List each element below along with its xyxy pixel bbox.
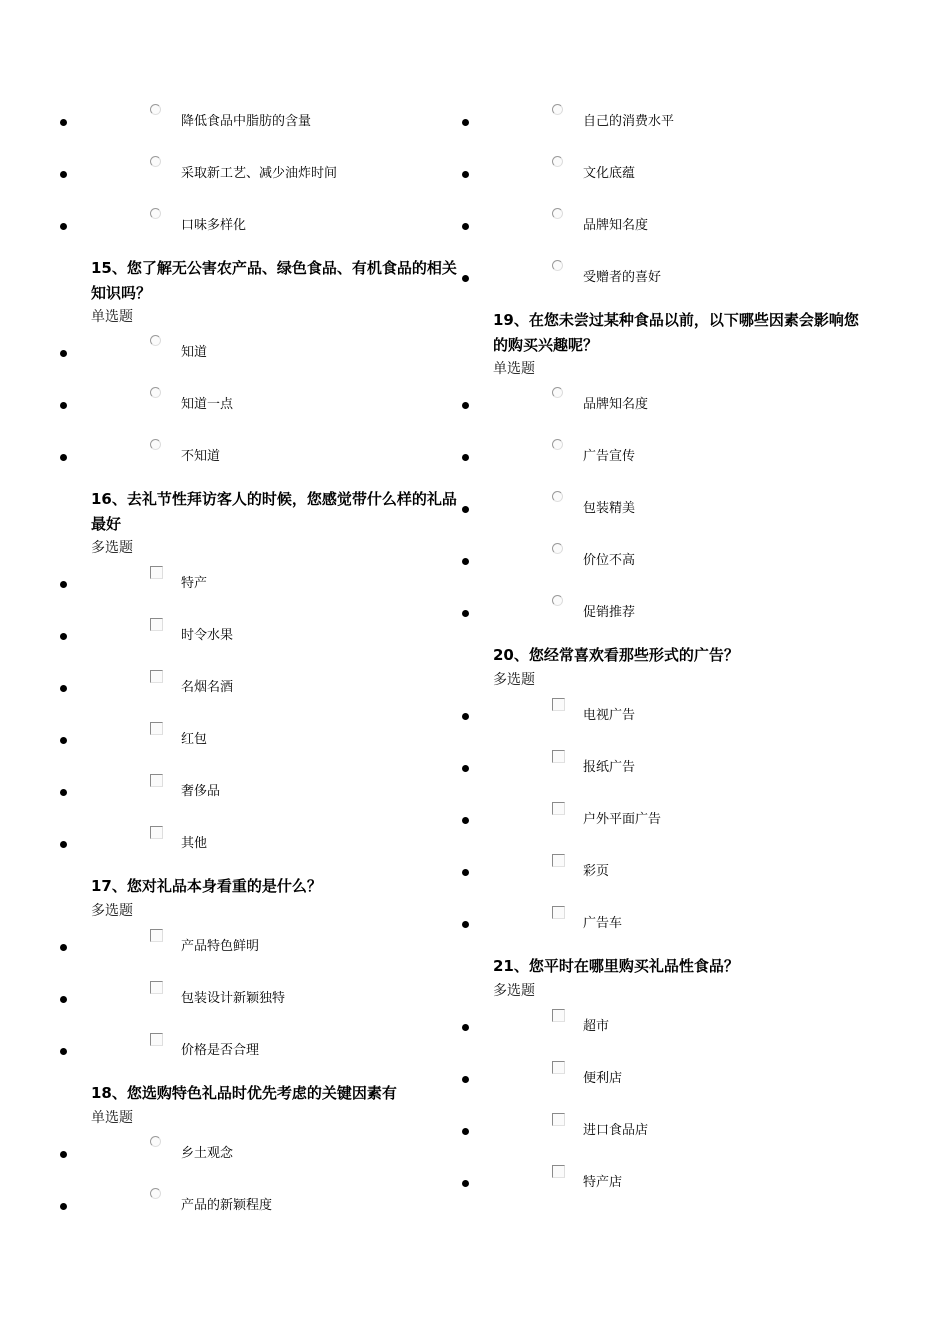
option-label: 红包: [181, 732, 208, 747]
option-label: 品牌知名度: [583, 397, 649, 412]
q19-option-1[interactable]: [462, 387, 862, 427]
option-label: 文化底蕴: [583, 166, 636, 181]
q19-option-4[interactable]: [462, 543, 862, 583]
option-label: 乡土观念: [181, 1146, 234, 1161]
option-label: 电视广告: [583, 708, 636, 723]
bullet-icon: [462, 558, 469, 565]
q20-option-4[interactable]: [462, 854, 862, 894]
option-label: 名烟名酒: [181, 680, 234, 695]
q20-title: 20、您经常喜欢看那些形式的广告？: [493, 646, 739, 664]
q18-option-3[interactable]: [462, 104, 862, 144]
option-label: 进口食品店: [583, 1123, 649, 1138]
q19-title: 19、在您未尝过某种食品以前，以下哪些因素会影响您的购买兴趣呢？: [493, 311, 859, 354]
bullet-icon: [60, 1048, 67, 1055]
radio-button[interactable]: [552, 543, 563, 554]
checkbox[interactable]: [552, 1009, 565, 1022]
q20-option-3[interactable]: [462, 802, 862, 842]
bullet-icon: [462, 765, 469, 772]
q19-option-5[interactable]: [462, 595, 862, 635]
option-label: 自己的消费水平: [583, 114, 675, 129]
q19-type: 单选题: [493, 361, 535, 377]
option-label: 受赠者的喜好: [583, 270, 662, 285]
bullet-icon: [462, 869, 469, 876]
q16-title: 16、去礼节性拜访客人的时候，您感觉带什么样的礼品最好: [91, 490, 457, 533]
bullet-icon: [462, 817, 469, 824]
radio-button[interactable]: [150, 156, 161, 167]
q17-option-3[interactable]: [60, 1033, 460, 1073]
bullet-icon: [462, 713, 469, 720]
bullet-icon: [60, 737, 67, 744]
bullet-icon: [60, 633, 67, 640]
bullet-icon: [60, 841, 67, 848]
bullet-icon: [60, 1203, 67, 1210]
q17-type: 多选题: [91, 903, 133, 919]
option-label: 特产店: [583, 1175, 623, 1190]
bullet-icon: [462, 506, 469, 513]
q18-type: 单选题: [91, 1110, 133, 1126]
q15-type: 单选题: [91, 309, 133, 325]
q15-option-3[interactable]: [60, 439, 460, 479]
checkbox[interactable]: [150, 929, 163, 942]
option-label: 广告车: [583, 916, 623, 931]
q18-option-5[interactable]: [462, 208, 862, 248]
option-label: 其他: [181, 836, 208, 851]
option-label: 不知道: [181, 449, 221, 464]
checkbox[interactable]: [552, 1113, 565, 1126]
bullet-icon: [462, 402, 469, 409]
option-label: 产品特色鲜明: [181, 939, 260, 954]
option-label: 包装设计新颖独特: [181, 991, 286, 1006]
q21-type: 多选题: [493, 983, 535, 999]
radio-button[interactable]: [552, 156, 563, 167]
bullet-icon: [60, 944, 67, 951]
q17-option-2[interactable]: [60, 981, 460, 1021]
bullet-icon: [462, 119, 469, 126]
bullet-icon: [60, 402, 67, 409]
checkbox[interactable]: [150, 722, 163, 735]
option-label: 户外平面广告: [583, 812, 662, 827]
q14-option-1[interactable]: [60, 104, 460, 144]
bullet-icon: [60, 1151, 67, 1158]
bullet-icon: [60, 350, 67, 357]
bullet-icon: [462, 610, 469, 617]
q21-option-2[interactable]: [462, 1061, 862, 1101]
radio-button[interactable]: [150, 1188, 161, 1199]
q14-option-2[interactable]: [60, 156, 460, 196]
option-label: 口味多样化: [181, 218, 247, 233]
option-label: 促销推荐: [583, 605, 636, 620]
bullet-icon: [60, 581, 67, 588]
option-label: 品牌知名度: [583, 218, 649, 233]
q14-option-3[interactable]: [60, 208, 460, 248]
radio-button[interactable]: [150, 1136, 161, 1147]
q16-option-3[interactable]: [60, 670, 460, 710]
q15-title: 15、您了解无公害农产品、绿色食品、有机食品的相关知识吗？: [91, 259, 457, 302]
q19-option-3[interactable]: [462, 491, 862, 531]
q20-option-1[interactable]: [462, 698, 862, 738]
q20-type: 多选题: [493, 672, 535, 688]
bullet-icon: [462, 1024, 469, 1031]
q20-option-2[interactable]: [462, 750, 862, 790]
bullet-icon: [60, 454, 67, 461]
option-label: 特产: [181, 576, 208, 591]
radio-button[interactable]: [150, 439, 161, 450]
q21-option-4[interactable]: [462, 1165, 862, 1205]
option-label: 彩页: [583, 864, 610, 879]
checkbox[interactable]: [150, 670, 163, 683]
checkbox[interactable]: [552, 750, 565, 763]
option-label: 包装精美: [583, 501, 636, 516]
q16-option-1[interactable]: [60, 566, 460, 606]
checkbox[interactable]: [552, 854, 565, 867]
checkbox[interactable]: [552, 1165, 565, 1178]
option-label: 便利店: [583, 1071, 623, 1086]
radio-button[interactable]: [150, 387, 161, 398]
q20-option-5[interactable]: [462, 906, 862, 946]
checkbox[interactable]: [552, 698, 565, 711]
q19-option-2[interactable]: [462, 439, 862, 479]
checkbox[interactable]: [150, 1033, 163, 1046]
option-label: 广告宣传: [583, 449, 636, 464]
q18-option-6[interactable]: [462, 260, 862, 300]
option-label: 奢侈品: [181, 784, 221, 799]
q18-option-1[interactable]: [60, 1136, 460, 1176]
bullet-icon: [60, 171, 67, 178]
q18-option-4[interactable]: [462, 156, 862, 196]
option-label: 报纸广告: [583, 760, 636, 775]
q16-option-2[interactable]: [60, 618, 460, 658]
q18-option-2[interactable]: [60, 1188, 460, 1228]
option-label: 知道一点: [181, 397, 234, 412]
radio-button[interactable]: [552, 595, 563, 606]
q21-title: 21、您平时在哪里购买礼品性食品？: [493, 957, 739, 975]
checkbox[interactable]: [150, 981, 163, 994]
checkbox[interactable]: [552, 1061, 565, 1074]
q21-option-3[interactable]: [462, 1113, 862, 1153]
radio-button[interactable]: [552, 387, 563, 398]
bullet-icon: [60, 996, 67, 1003]
option-label: 超市: [583, 1019, 610, 1034]
option-label: 知道: [181, 345, 208, 360]
bullet-icon: [462, 171, 469, 178]
radio-button[interactable]: [150, 104, 161, 115]
checkbox[interactable]: [150, 774, 163, 787]
radio-button[interactable]: [552, 260, 563, 271]
option-label: 价位不高: [583, 553, 636, 568]
radio-button[interactable]: [552, 491, 563, 502]
checkbox[interactable]: [552, 802, 565, 815]
q21-option-1[interactable]: [462, 1009, 862, 1049]
checkbox[interactable]: [552, 906, 565, 919]
option-label: 降低食品中脂肪的含量: [181, 114, 312, 129]
q18-title: 18、您选购特色礼品时优先考虑的关键因素有: [91, 1084, 397, 1102]
option-label: 时令水果: [181, 628, 234, 643]
option-label: 采取新工艺、减少油炸时间: [181, 166, 338, 181]
bullet-icon: [60, 223, 67, 230]
bullet-icon: [60, 789, 67, 796]
bullet-icon: [462, 275, 469, 282]
bullet-icon: [462, 1076, 469, 1083]
bullet-icon: [60, 119, 67, 126]
radio-button[interactable]: [150, 208, 161, 219]
bullet-icon: [60, 685, 67, 692]
checkbox[interactable]: [150, 566, 163, 579]
q15-option-2[interactable]: [60, 387, 460, 427]
radio-button[interactable]: [552, 208, 563, 219]
radio-button[interactable]: [150, 335, 161, 346]
bullet-icon: [462, 454, 469, 461]
q16-option-5[interactable]: [60, 774, 460, 814]
q17-title: 17、您对礼品本身看重的是什么？: [91, 877, 322, 895]
radio-button[interactable]: [552, 439, 563, 450]
bullet-icon: [462, 223, 469, 230]
radio-button[interactable]: [552, 104, 563, 115]
q17-option-1[interactable]: [60, 929, 460, 969]
bullet-icon: [462, 921, 469, 928]
bullet-icon: [462, 1128, 469, 1135]
option-label: 产品的新颖程度: [181, 1198, 273, 1213]
bullet-icon: [462, 1180, 469, 1187]
option-label: 价格是否合理: [181, 1043, 260, 1058]
checkbox[interactable]: [150, 826, 163, 839]
q15-option-1[interactable]: [60, 335, 460, 375]
checkbox[interactable]: [150, 618, 163, 631]
q16-option-6[interactable]: [60, 826, 460, 866]
q16-option-4[interactable]: [60, 722, 460, 762]
q16-type: 多选题: [91, 540, 133, 556]
